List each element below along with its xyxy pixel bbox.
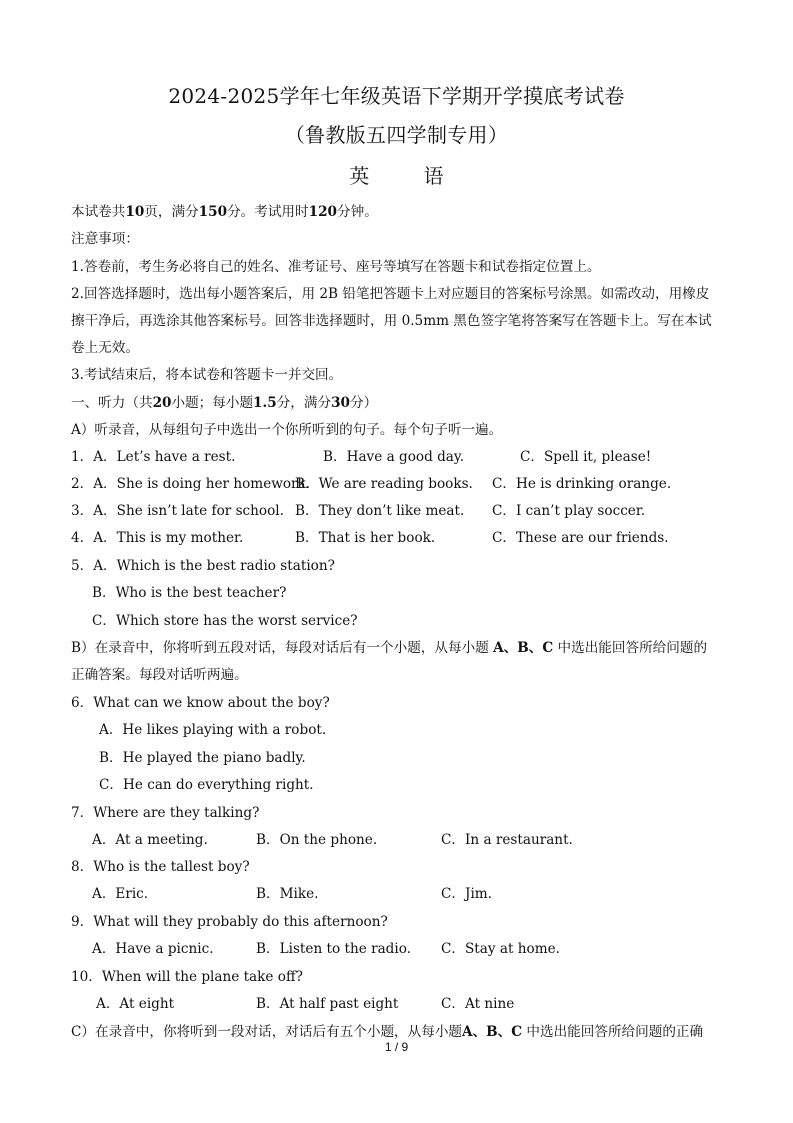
q9-option-c: C．Stay at home. — [441, 941, 560, 957]
q9-option-b: B．Listen to the radio. — [256, 941, 411, 957]
q5-option-b: B．Who is the best teacher? — [92, 585, 287, 601]
note-3: 3.考试结束后，将本试卷和答题卡一并交回。 — [71, 367, 343, 383]
section-1-heading: 一、听力（共20小题；每小题1.5分，满分30分） — [71, 395, 378, 411]
q7-stem: 7．Where are they talking? — [71, 805, 260, 821]
q8-option-a: A．Eric. — [92, 886, 149, 902]
part-a-instruction: A）听录音，从每组句子中选出一个你所听到的句子。每个句子听一遍。 — [71, 422, 503, 438]
note-2-line-2: 擦干净后，再选涂其他答案标号。回答非选择题时，用 0.5mm 黑色签字笔将答案写在答题卡上。写在本试 — [71, 313, 712, 329]
exam-subtitle: （鲁教版五四学制专用） — [284, 123, 509, 147]
part-c-instruction: C）在录音中，你将听到一段对话，对话后有五个小题，从每小题A、B、C 中选出能回答所给问题的正确 — [71, 1024, 704, 1040]
q8-stem: 8．Who is the tallest boy? — [71, 859, 250, 875]
q2-option-a: 2．A．She is doing her homework. — [71, 476, 311, 492]
q3-option-a: 3．A．She isn’t late for school. — [71, 503, 284, 519]
q2-option-b: B．We are reading books. — [295, 476, 473, 492]
q7-option-a: A．At a meeting. — [92, 832, 208, 848]
exam-title: 2024-2025学年七年级英语下学期开学摸底考试卷 — [168, 84, 625, 108]
q10-option-b: B．At half past eight — [256, 996, 399, 1012]
note-2-line-1: 2.回答选择题时，选出每小题答案后，用 2B 铅笔把答题卡上对应题目的答案标号涂黑。如需改动，用橡皮 — [71, 286, 710, 302]
q8-option-b: B．Mike. — [256, 886, 319, 902]
note-2-line-3: 卷上无效。 — [71, 340, 139, 356]
q7-option-c: C．In a restaurant. — [441, 832, 573, 848]
q3-option-c: C．I can’t play soccer. — [492, 503, 646, 519]
q8-option-c: C．Jim. — [441, 886, 493, 902]
q5-option-a: 5．A．Which is the best radio station? — [71, 558, 335, 574]
q9-stem: 9．What will they probably do this afternoon? — [71, 914, 388, 930]
q4-option-c: C．These are our friends. — [492, 530, 669, 546]
q6-option-a: A．He likes playing with a robot. — [99, 722, 327, 738]
notes-title: 注意事项： — [71, 231, 139, 247]
q9-option-a: A．Have a picnic. — [92, 941, 214, 957]
q10-option-a: A．At eight — [96, 996, 175, 1012]
exam-info: 本试卷共10页，满分150分。考试用时120分钟。 — [71, 204, 378, 220]
q1-option-a: 1．A．Let’s have a rest. — [71, 449, 236, 465]
q6-option-c: C．He can do everything right. — [99, 777, 314, 793]
q2-option-c: C．He is drinking orange. — [492, 476, 672, 492]
q7-option-b: B．On the phone. — [256, 832, 378, 848]
q6-option-b: B．He played the piano badly. — [99, 750, 306, 766]
full-score: 150 — [198, 204, 228, 220]
subject-left: 英 — [349, 164, 370, 188]
q6-stem: 6．What can we know about the boy? — [71, 695, 330, 711]
q1-option-b: B．Have a good day. — [323, 449, 465, 465]
note-1: 1.答卷前，考生务必将自己的姓名、准考证号、座号等填写在答题卡和试卷指定位置上。 — [71, 259, 601, 275]
q10-stem: 10．When will the plane take off? — [71, 969, 303, 985]
q5-option-c: C．Which store has the worst service? — [92, 613, 358, 629]
exam-time: 120 — [308, 204, 338, 220]
page-number: 1 / 9 — [384, 1040, 409, 1054]
q3-option-b: B．They don’t like meat. — [295, 503, 465, 519]
q10-option-c: C．At nine — [441, 996, 515, 1012]
q1-option-c: C．Spell it, please! — [520, 449, 652, 465]
q4-option-a: 4．A．This is my mother. — [71, 530, 244, 546]
part-b-instruction-line-2: 正确答案。每段对话听两遍。 — [71, 667, 248, 683]
q4-option-b: B．That is her book. — [295, 530, 436, 546]
subject-right: 语 — [423, 164, 444, 188]
page-count: 10 — [125, 204, 145, 220]
subject-title — [0, 160, 793, 189]
part-b-instruction-line-1: B）在录音中，你将听到五段对话，每段对话后有一个小题，从每小题 A、B、C 中选出能回答所给问题的 — [71, 640, 708, 656]
